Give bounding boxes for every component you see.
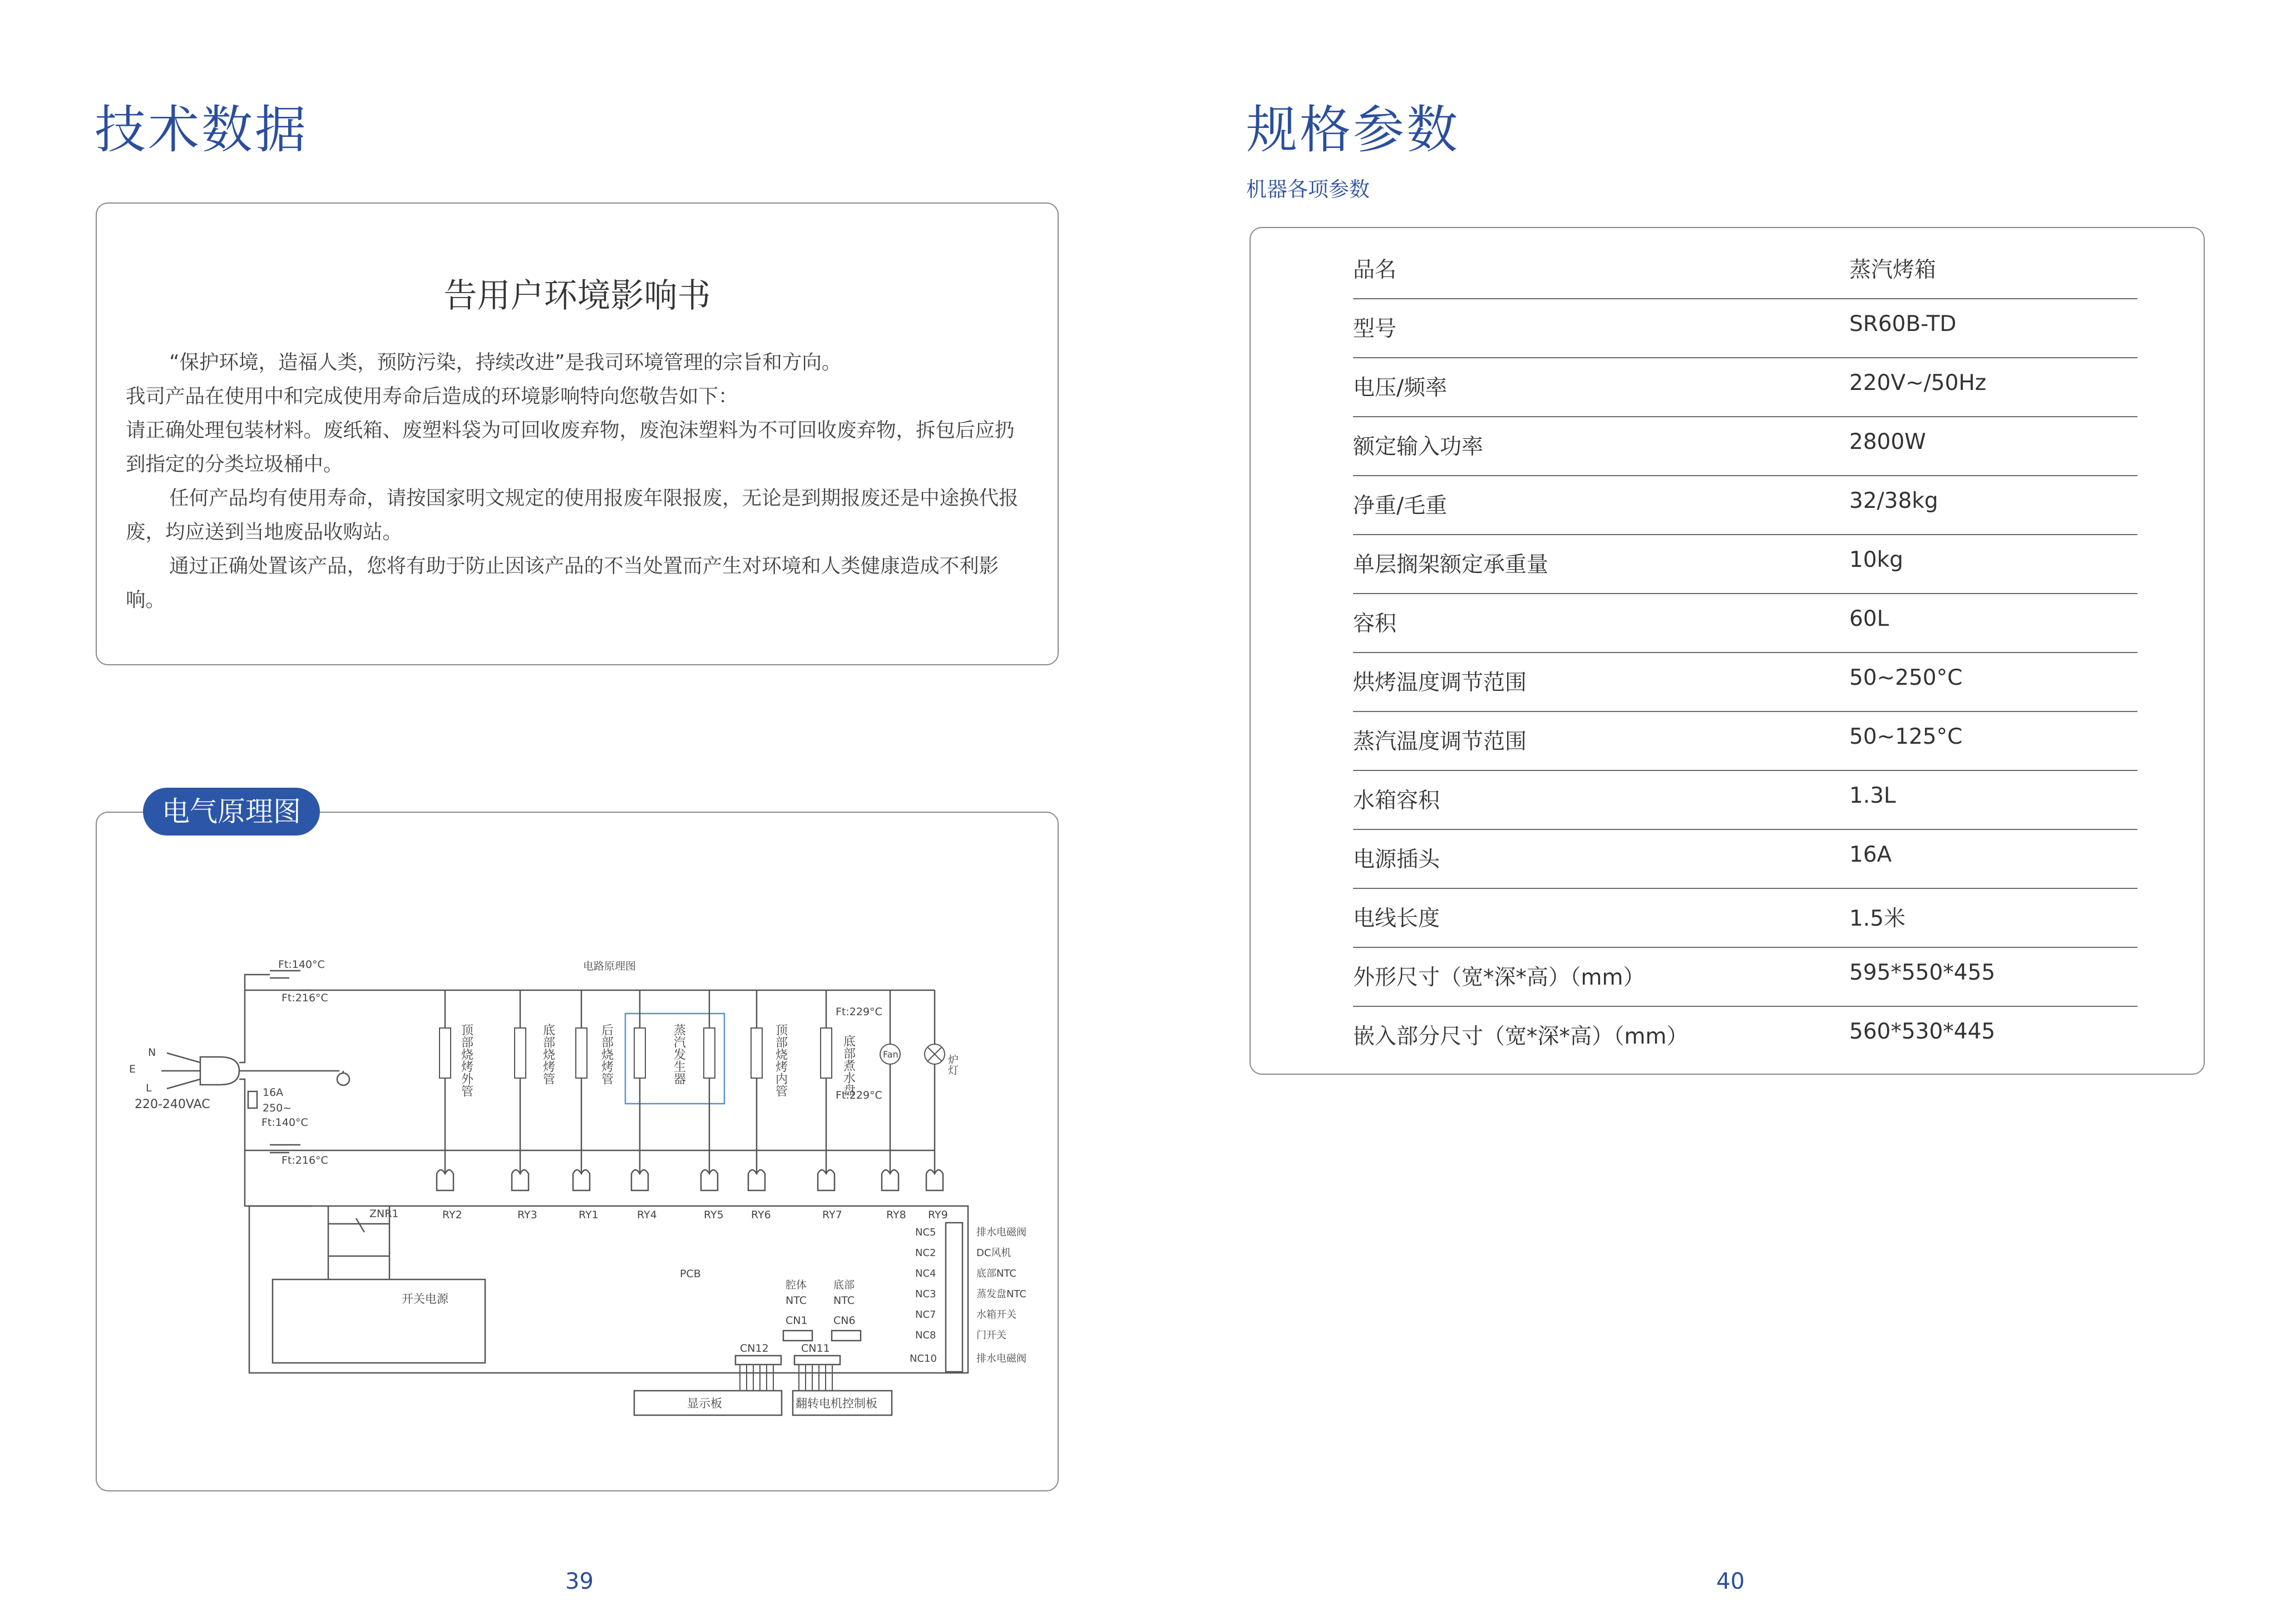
load-label: 后部烧烤管	[599, 1024, 614, 1085]
spec-label: 额定输入功率	[1353, 434, 1484, 459]
nc-label: 底部NTC	[976, 1268, 1016, 1279]
spec-value: 60L	[1849, 606, 1889, 631]
load-label: 顶部烧烤内管	[773, 1024, 788, 1097]
spec-row	[1353, 535, 2137, 594]
label-ft216-bottom: Ft:216°C	[282, 1154, 328, 1167]
schematic-badge: 电气原理图	[143, 788, 320, 836]
spec-value: 50~250°C	[1849, 665, 1963, 690]
spec-label: 外形尺寸（宽*深*高）（mm）	[1353, 965, 1645, 990]
spec-label: 品名	[1353, 258, 1397, 283]
spec-row	[1353, 1007, 2137, 1066]
nc-label: 蒸发盘NTC	[976, 1288, 1026, 1300]
label-ntc1-b: NTC	[786, 1294, 807, 1307]
page-number-right: 40	[1716, 1569, 1745, 1594]
spec-value: SR60B-TD	[1849, 312, 1957, 337]
relay-label: RY2	[442, 1209, 462, 1221]
label-fuse-250: 250~	[263, 1102, 292, 1114]
nc-label: 水箱开关	[976, 1309, 1016, 1321]
relay-label: RY9	[928, 1209, 948, 1221]
label-znr: ZNR1	[369, 1208, 399, 1220]
spec-value: 蒸汽烤箱	[1849, 258, 1937, 283]
nc-pin: NC4	[915, 1268, 936, 1279]
spec-row	[1353, 889, 2137, 948]
notice-title: 告用户环境影响书	[443, 276, 711, 315]
spec-row	[1353, 830, 2137, 889]
spec-label: 水箱容积	[1353, 788, 1440, 813]
label-ntc1-a: 腔体	[786, 1279, 807, 1291]
nc-pin: NC7	[915, 1309, 936, 1321]
spec-value: 16A	[1849, 842, 1892, 867]
notice-paragraph: “保护环境，造福人类，预防污染，持续改进”是我司环境管理的宗旨和方向。	[169, 351, 842, 374]
spec-label: 电源插头	[1353, 847, 1440, 872]
label-power-supply: 开关电源	[402, 1292, 448, 1306]
label-lamp: 炉灯	[946, 1054, 959, 1075]
label-l: L	[146, 1082, 152, 1094]
label-ft229-bottom: Ft:229°C	[836, 1089, 882, 1101]
relay-label: RY6	[751, 1209, 771, 1221]
spec-label: 烘烤温度调节范围	[1353, 670, 1527, 695]
label-fuse-16a: 16A	[263, 1086, 284, 1099]
label-e: E	[129, 1063, 136, 1075]
relay-label: RY1	[579, 1209, 599, 1221]
label-ft140-top: Ft:140°C	[278, 958, 325, 971]
page-subtitle: 机器各项参数	[1246, 177, 1370, 201]
load-label: 蒸汽发生器	[671, 1024, 686, 1085]
spec-value: 595*550*455	[1849, 960, 1996, 985]
label-ft140-bottom: Ft:140°C	[261, 1116, 308, 1129]
nc-label: 排水电磁阀	[976, 1227, 1026, 1238]
relay-label: RY5	[704, 1209, 724, 1221]
label-voltage: 220-240VAC	[135, 1098, 210, 1111]
relay-label: RY7	[822, 1209, 842, 1221]
load-label: 底部烧烤管	[541, 1024, 555, 1085]
label-cn11: CN11	[801, 1342, 830, 1355]
spec-value: 2800W	[1849, 429, 1926, 454]
label-display-board: 显示板	[687, 1397, 722, 1410]
label-pcb: PCB	[680, 1268, 701, 1280]
spec-value: 50~125°C	[1849, 724, 1963, 749]
page-title-right: 规格参数	[1246, 100, 1460, 160]
spec-label: 蒸汽温度调节范围	[1353, 729, 1527, 754]
spec-row	[1353, 653, 2137, 712]
page-number-left: 39	[565, 1569, 594, 1594]
spec-label: 电线长度	[1353, 906, 1440, 931]
spec-value: 10kg	[1849, 547, 1903, 572]
notice-paragraph: 通过正确处置该产品，您将有助于防止因该产品的不当处置而产生对环境和人类健康造成不利影响。	[126, 555, 999, 611]
spec-label: 型号	[1353, 317, 1397, 342]
nc-pin: NC3	[915, 1288, 936, 1300]
label-cn12: CN12	[740, 1342, 769, 1355]
spec-row	[1353, 712, 2137, 771]
spec-label: 净重/毛重	[1353, 493, 1448, 518]
spec-row	[1353, 771, 2137, 830]
spec-value: 1.3L	[1849, 783, 1896, 808]
spec-value: 560*530*445	[1849, 1019, 1996, 1044]
label-ft216-top: Ft:216°C	[282, 992, 328, 1004]
spec-label: 单层搁架额定承重量	[1353, 552, 1549, 577]
load-label: 底部煮水盘	[841, 1035, 856, 1096]
notice-paragraph: 任何产品均有使用寿命，请按国家明文规定的使用报废年限报废，无论是到期报废还是中途换代报废，均应送到当地废品收购站。	[126, 487, 1019, 543]
spec-value: 32/38kg	[1849, 488, 1938, 513]
load-label: 顶部烧烤外管	[459, 1024, 473, 1097]
label-n: N	[148, 1046, 156, 1059]
label-ft229-top: Ft:229°C	[836, 1006, 882, 1018]
relay-label: RY8	[886, 1209, 906, 1221]
notice-paragraph: 我司产品在使用中和完成使用寿命后造成的环境影响特向您敬告如下：	[126, 385, 738, 408]
nc-label: 排水电磁阀	[976, 1353, 1026, 1365]
spec-row	[1353, 594, 2137, 653]
spec-label: 电压/频率	[1353, 375, 1448, 401]
nc-label: DC风机	[976, 1247, 1011, 1259]
spec-row	[1353, 417, 2137, 476]
spec-row	[1353, 358, 2137, 417]
spec-row	[1353, 476, 2137, 535]
spec-label: 嵌入部分尺寸（宽*深*高）（mm）	[1353, 1024, 1688, 1049]
spec-value: 1.5米	[1849, 906, 1906, 931]
spec-row	[1353, 948, 2137, 1007]
nc-label: 门开关	[976, 1330, 1006, 1341]
nc-pin: NC2	[915, 1247, 936, 1259]
nc-pin: NC8	[915, 1330, 936, 1341]
nc-pin: NC10	[910, 1353, 937, 1365]
schematic-title: 电路原理图	[583, 960, 636, 972]
spec-row	[1353, 240, 2137, 299]
spec-label: 容积	[1353, 611, 1397, 636]
relay-label: RY4	[637, 1209, 657, 1221]
spec-value: 220V~/50Hz	[1849, 370, 1987, 396]
notice-paragraph: 请正确处理包装材料。废纸箱、废塑料袋为可回收废弃物，废泡沫塑料为不可回收废弃物，拆包后应扔到指定的分类垃圾桶中。	[126, 419, 1015, 476]
spec-table-box	[1250, 227, 2205, 1075]
label-ntc2-b: NTC	[833, 1294, 855, 1307]
label-motor-board: 翻转电机控制板	[796, 1397, 877, 1410]
spec-row	[1353, 299, 2137, 358]
label-ntc2-c: CN6	[833, 1314, 856, 1327]
label-fan: Fan	[883, 1049, 898, 1060]
label-ntc2-a: 底部	[833, 1279, 855, 1291]
relay-label: RY3	[517, 1209, 537, 1221]
nc-pin: NC5	[915, 1227, 936, 1238]
label-ntc1-c: CN1	[786, 1314, 808, 1327]
page-title-left: 技术数据	[95, 100, 309, 160]
